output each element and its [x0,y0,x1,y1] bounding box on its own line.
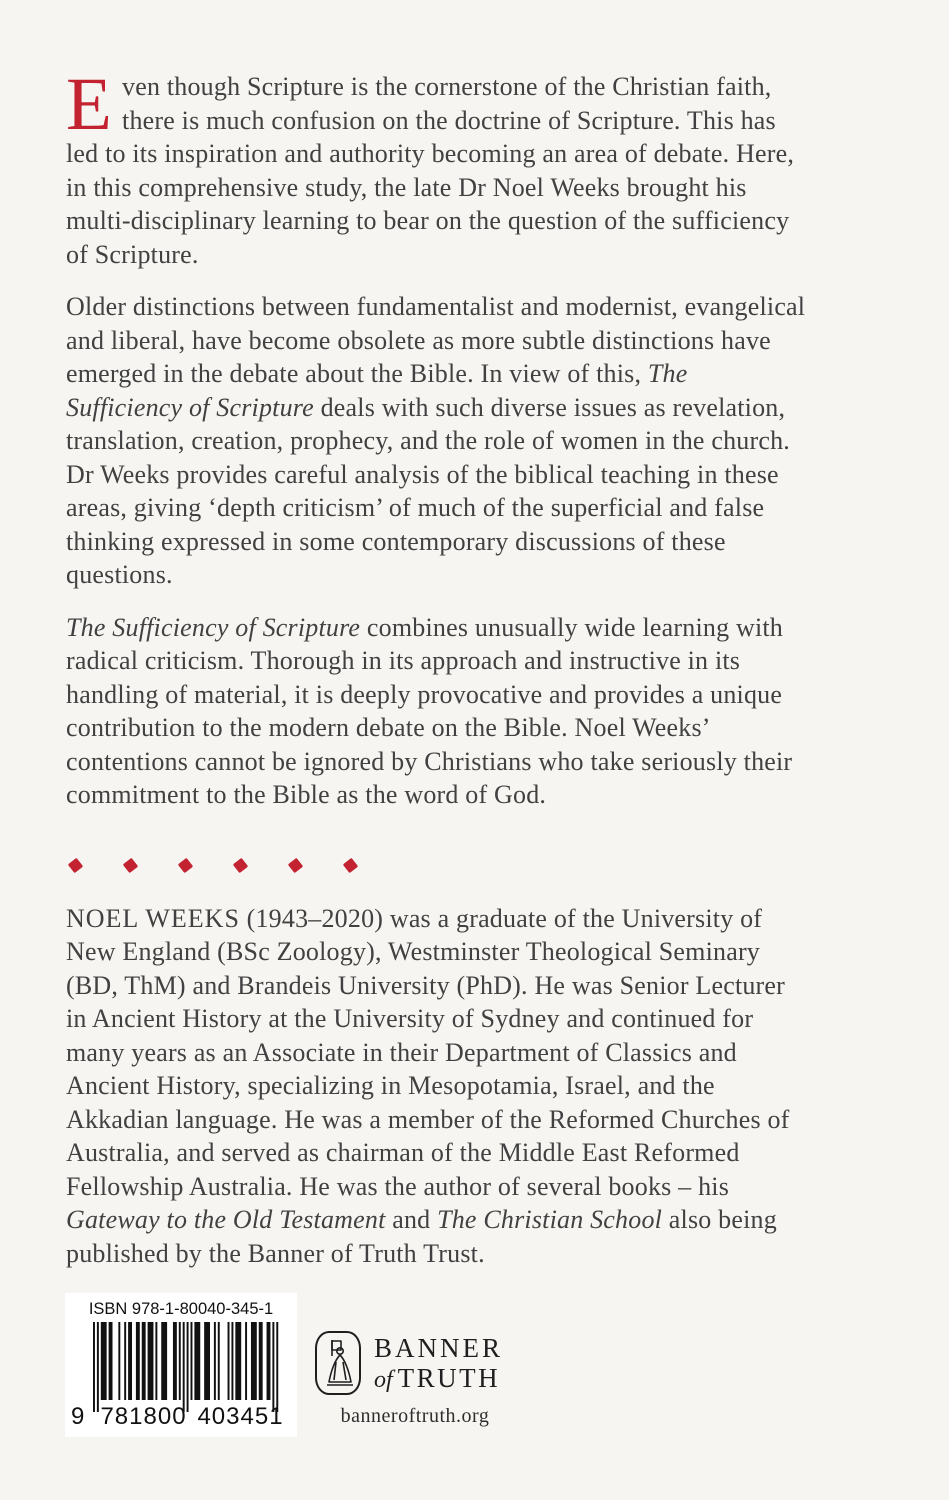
barcode-panel [65,1293,297,1437]
book-title-italic: The Sufficiency of Scripture [66,612,361,642]
ornament-row [70,860,810,872]
publisher-name-bottom: TRUTH [397,1362,501,1393]
diamond-ornament-icon [68,858,83,873]
synopsis-paragraph-3 [66,611,810,812]
paragraph-2-tail: deals with such diverse issues as revelation, translation, creation, prophecy, and the role of women in the church. Dr Weeks provides careful analysis of the biblical teaching in these areas, giving ‘depth criticism’ of much of the superficial and false thinking expressed in some contemporary discussions of these questions. [66,392,790,589]
author-bio [66,902,810,1271]
isbn-label: ISBN 978-1-80040-345-1 [88,1300,274,1318]
barcode-digits [71,1403,289,1431]
diamond-ornament-icon [343,858,358,873]
publisher-logo [315,1331,515,1428]
dropcap-letter: E [66,63,113,146]
barcode-digit-group-1: 781800 [100,1403,187,1430]
publisher-name-of: of [374,1366,393,1393]
banner-bearer-icon [321,1338,355,1388]
barcode-digit-lead: 9 [71,1403,85,1430]
diamond-ornament-icon [178,858,193,873]
diamond-ornament-icon [288,858,303,873]
logo-emblem [315,1331,361,1395]
synopsis-paragraph-1-text: ven though Scripture is the cornerstone of the Christian faith, there is much confusion on the doctrine of Scripture. This has led to its inspiration and authority becoming an area of debate. Here, in this comprehensive study, the late Dr Noel Weeks brought his multi-disciplinary learning to bear on the question of the sufficiency of Scripture. [66,72,795,269]
publisher-name-top: BANNER [374,1332,504,1363]
author-name: NOEL WEEKS [66,903,240,933]
book-title-italic: The Christian School [437,1205,663,1234]
diamond-ornament-icon [233,858,248,873]
bio-conjunction: and [385,1205,438,1234]
publisher-name [374,1332,504,1393]
back-cover-copy [66,63,810,1289]
paragraph-3-tail: combines unusually wide learning with radical criticism. Thorough in its approach and instructive in its handling of material, it is deeply provocative and provides a unique contribution to the modern debate on the Bible. Noel Weeks’ contentions cannot be ignored by Christians who take seriously their commitment to the Bible as the word of God. [66,612,793,809]
synopsis-paragraph-2 [66,290,810,592]
bio-part-2: also being published by the Banner of Truth Trust. [66,1205,777,1268]
book-title-italic: Gateway to the Old Testament [66,1205,386,1234]
publisher-website: banneroftruth.org [340,1405,490,1427]
ean13-barcode [93,1322,279,1412]
paragraph-2-lead: Older distinctions between fundamentalist and modernist, evangelical and liberal, have become obsolete as more subtle distinctions have emerged in the debate about the Bible. In view of this, [66,292,806,388]
book-title-italic: The Sufficiency of Scripture [66,359,688,422]
brand-row [65,1293,949,1437]
synopsis-paragraph-1 [66,63,810,271]
bio-part-1: (1943–2020) was a graduate of the University of New England (BSc Zoology), Westminster Theological Seminary (BD, ThM) and Brandeis University (PhD). He was Senior Lecturer in Ancient History at the University of Sydney and continued for many years as an Associate in their Department of Classics and Ancient History, specializing in Mesopotamia, Israel, and the Akkadian language. He was a member of the Reformed Churches of Australia, and served as chairman of the Middle East Reformed Fellowship Australia. He was the author of several books – his [66,903,790,1201]
barcode-digit-group-2: 403451 [197,1403,284,1430]
diamond-ornament-icon [123,858,138,873]
